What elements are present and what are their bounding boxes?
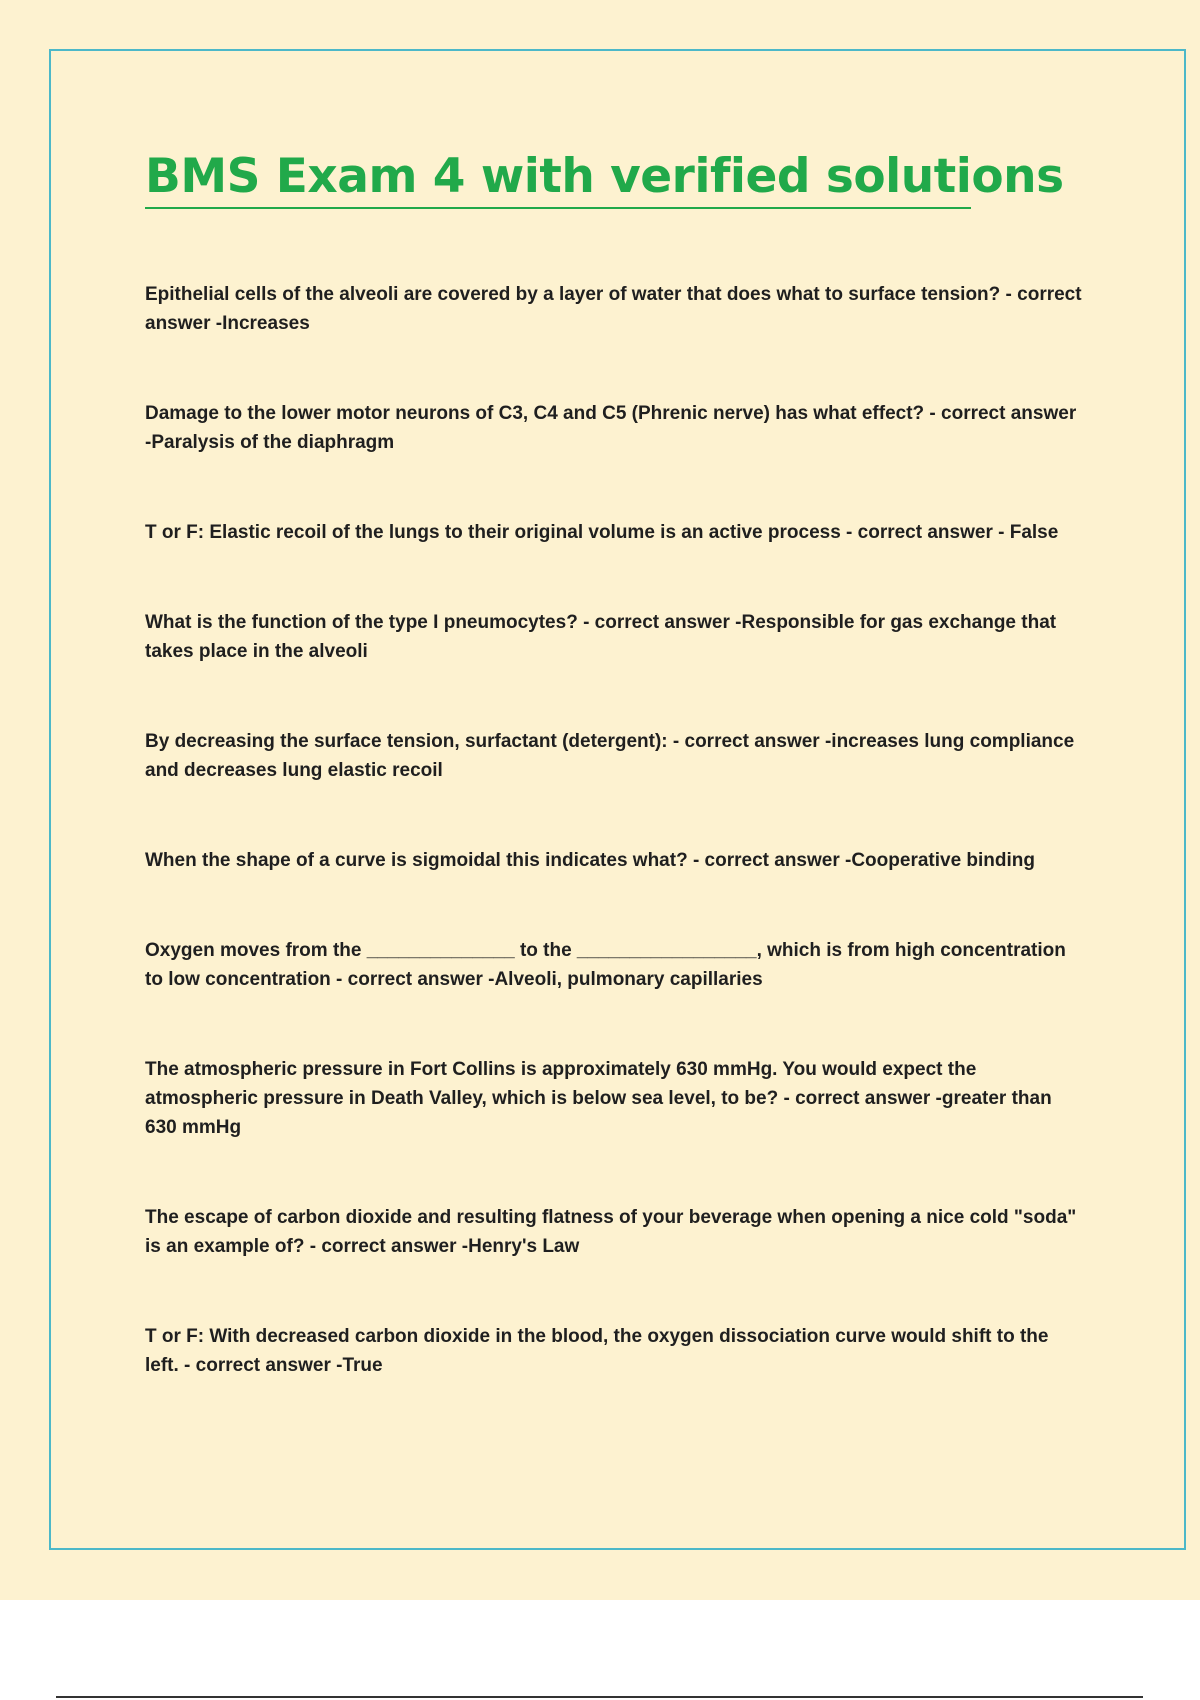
qa-item: Epithelial cells of the alveoli are covered by a layer of water that does what to surface tension? - correct answer -Increases xyxy=(145,284,1082,334)
document-title: BMS Exam 4 with verified solutions xyxy=(145,149,1064,204)
qa-item: The atmospheric pressure in Fort Collins is approximately 630 mmHg. You would expect the atmospheric pressure in Death Valley, which is below sea level, to be? - correct answer -greater than 630 mmHg xyxy=(145,1059,1052,1138)
qa-item: By decreasing the surface tension, surfactant (detergent): - correct answer -increases lung compliance and decreases lung elastic recoil xyxy=(145,731,1075,781)
qa-item: T or F: With decreased carbon dioxide in the blood, the oxygen dissociation curve would shift to the left. - correct answer -True xyxy=(145,1326,1049,1376)
title-underline xyxy=(145,207,971,209)
page-bottom-rule xyxy=(56,1696,1143,1698)
question-answer-list xyxy=(145,280,1085,1441)
qa-item: Damage to the lower motor neurons of C3, C4 and C5 (Phrenic nerve) has what effect? - correct answer -Paralysis of the diaphragm xyxy=(145,403,1077,453)
qa-item: When the shape of a curve is sigmoidal this indicates what? - correct answer -Cooperative binding xyxy=(145,850,1036,871)
qa-item: Oxygen moves from the ______________ to the _________________, which is from high concentration to low concentration - correct answer -Alveoli, pulmonary capillaries xyxy=(145,940,1066,990)
qa-item: What is the function of the type I pneumocytes? - correct answer -Responsible for gas exchange that takes place in the alveoli xyxy=(145,612,1057,662)
qa-item: The escape of carbon dioxide and resulting flatness of your beverage when opening a nice cold "soda" is an example of? - correct answer -Henry's Law xyxy=(145,1207,1077,1257)
qa-item: T or F: Elastic recoil of the lungs to their original volume is an active process - correct answer - False xyxy=(145,522,1059,543)
